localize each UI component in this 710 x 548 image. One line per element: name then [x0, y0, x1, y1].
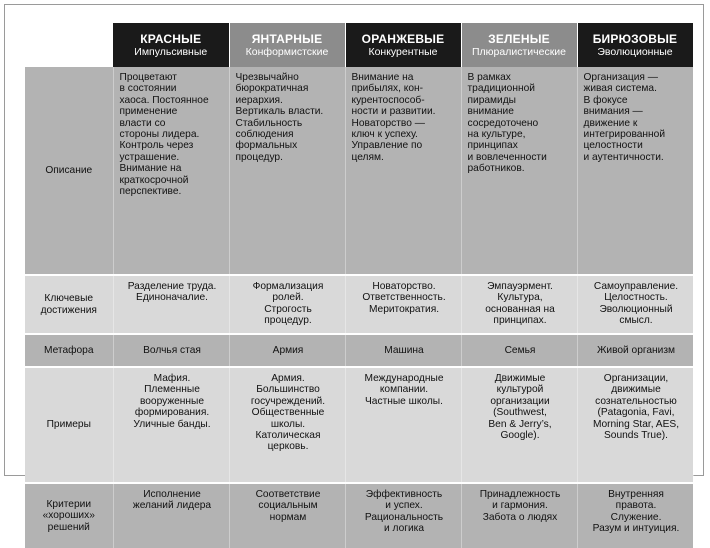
corner-cell — [25, 23, 113, 67]
header-row — [25, 23, 693, 67]
header-red — [113, 23, 229, 67]
table-cell: Чрезвычайно бюрократичная иерархия. Вертикаль власти. Стабильность соблюдения формальных процедур. — [229, 67, 345, 275]
header-orange — [345, 23, 461, 67]
table-cell: Новаторство. Ответственность. Меритократия. — [345, 275, 461, 334]
table-cell: Формализация ролей. Строгость процедур. — [229, 275, 345, 334]
table-cell: Эффективность и успех. Рациональность и логика — [345, 483, 461, 548]
header-title: КРАСНЫЕ — [140, 31, 202, 46]
table-cell: Внутренняя правота. Служение. Разум и интуиция. — [577, 483, 693, 548]
table-cell: Живой организм — [577, 334, 693, 367]
row-description — [25, 67, 693, 275]
table-cell: Разделение труда. Единоначалие. — [113, 275, 229, 334]
header-green — [461, 23, 577, 67]
row-label: Примеры — [25, 367, 113, 483]
header-title: ЗЕЛЕНЫЕ — [488, 31, 550, 46]
table-cell: Принадлежность и гармония. Забота о людях — [461, 483, 577, 548]
organization-paradigms-table — [25, 23, 694, 548]
header-teal — [577, 23, 693, 67]
table-cell: Эмпауэрмент. Культура, основанная на принципах. — [461, 275, 577, 334]
table-cell: Волчья стая — [113, 334, 229, 367]
table-cell: Армия — [229, 334, 345, 367]
row-examples — [25, 367, 693, 483]
table-cell: Армия. Большинство госучреждений. Общественные школы. Католическая церковь. — [229, 367, 345, 483]
header-subtitle: Конкурентные — [368, 45, 438, 58]
header-subtitle: Импульсивные — [134, 45, 208, 58]
header-title: ЯНТАРНЫЕ — [251, 31, 323, 46]
header-subtitle: Плюралистические — [471, 45, 566, 58]
table-cell: Организация — живая система. В фокусе внимания — движение к интегрированной целостности и аутентичности. — [577, 67, 693, 275]
table-cell: Соответствие социальным нормам — [229, 483, 345, 548]
table-cell: Международные компании. Частные школы. — [345, 367, 461, 483]
header-amber — [229, 23, 345, 67]
row-decision-criteria — [25, 483, 693, 548]
table-cell: Машина — [345, 334, 461, 367]
table-cell: Исполнение желаний лидера — [113, 483, 229, 548]
row-label: Описание — [25, 67, 113, 275]
table-cell: В рамках традиционной пирамиды внимание сосредоточено на культуре, принципах и вовлеченности работников. — [461, 67, 577, 275]
header-subtitle: Эволюционные — [597, 45, 673, 58]
row-label: Метафора — [25, 334, 113, 367]
header-title: БИРЮЗОВЫЕ — [592, 31, 678, 46]
table-cell: Движимые культурой организации (Southwest, Ben & Jerry’s, Google). — [461, 367, 577, 483]
row-metaphor — [25, 334, 693, 367]
header-title: ОРАНЖЕВЫЕ — [361, 31, 445, 46]
row-achievements — [25, 275, 693, 334]
table-cell: Самоуправление. Целостность. Эволюционный смысл. — [577, 275, 693, 334]
row-label: Ключевые достижения — [25, 275, 113, 334]
table-cell: Мафия. Племенные вооруженные формирования. Уличные банды. — [113, 367, 229, 483]
row-label: Критерии «хороших» решений — [25, 483, 113, 548]
table-cell: Процветают в состоянии хаоса. Постоянное применение власти со стороны лидера. Контроль через устрашение. Внимание на краткосрочной перспективе. — [113, 67, 229, 275]
table-cell: Организации, движимые сознательностью (Patagonia, Favi, Morning Star, AES, Sounds True). — [577, 367, 693, 483]
figure-frame — [4, 4, 704, 535]
header-subtitle: Конформистские — [245, 45, 329, 58]
table-cell: Внимание на прибылях, кон- курентоспособ- ности и развитии. Новаторство — ключ к успеху. Управление по целям. — [345, 67, 461, 275]
table-cell: Семья — [461, 334, 577, 367]
